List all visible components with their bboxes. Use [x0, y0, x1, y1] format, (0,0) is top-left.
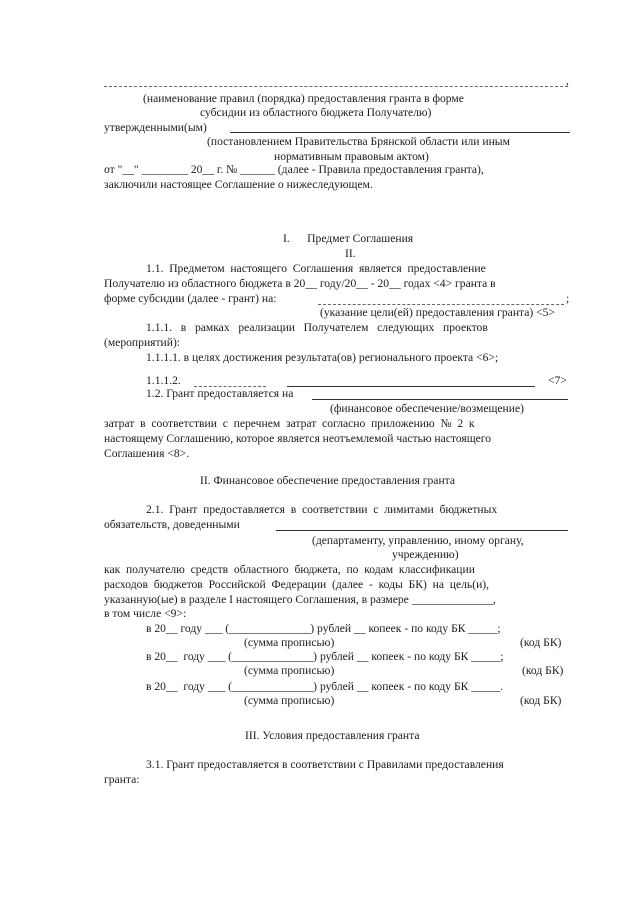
paragraph-line: указанную(ые) в разделе I настоящего Соглашения, в размере ______________,	[104, 593, 496, 606]
approved-label: утвержденными(ым)	[104, 121, 207, 134]
sum-hint: (сумма прописью)	[244, 664, 335, 677]
paragraph-line: 1.1.1.2.	[146, 374, 181, 387]
paragraph-line: Получателю из областного бюджета в 20__ году/20__ - 20__ годах <4> гранта в	[104, 277, 496, 290]
top-comma: ,	[566, 74, 569, 87]
authority-hint: (департаменту, управлению, иному органу,	[312, 534, 524, 547]
paragraph-line: в том числе <9>:	[104, 607, 187, 620]
year-row: в 20__ году ___ (______________) рублей __ копеек - по коду БК _____;	[146, 650, 504, 663]
paragraph-line: Соглашения <8>.	[104, 447, 190, 460]
naming-hint: (наименование правил (порядка) предоставления гранта в форме	[143, 92, 464, 105]
paragraph-line: (мероприятий):	[104, 336, 181, 349]
paragraph-line: затрат в соответствии с перечнем затрат согласно приложению № 2 к	[104, 417, 475, 430]
blank-line	[276, 530, 568, 531]
date-line: от "__" ________ 20__ г. № ______ (далее - Правила предоставления гранта),	[104, 163, 484, 176]
blank-line	[230, 132, 570, 133]
naming-hint: субсидии из областного бюджета Получателю)	[200, 106, 432, 119]
authority-hint: учреждению)	[392, 548, 459, 561]
paragraph-line: 1.1.1. в рамках реализации Получателем следующих проектов	[146, 321, 488, 334]
decree-hint: нормативным правовым актом)	[274, 150, 429, 163]
paragraph-line: 2.1. Грант предоставляется в соответствии с лимитами бюджетных	[146, 503, 498, 516]
paragraph-line: обязательств, доведенными	[104, 518, 240, 531]
blank-line	[318, 304, 564, 305]
section-title: I. Предмет Соглашения	[283, 232, 414, 245]
paragraph-line: форме субсидии (далее - грант) на:	[104, 292, 277, 305]
year-row: в 20__ году ___ (______________) рублей __ копеек - по коду БК _____;	[146, 622, 501, 635]
footnote-ref: <7>	[548, 374, 567, 387]
blank-line	[312, 399, 568, 400]
paragraph-line: как получателю средств областного бюджета, по кодам классификации	[104, 563, 475, 576]
paragraph-line: 3.1. Грант предоставляется в соответствии с Правилами предоставления	[146, 758, 504, 771]
blank-line	[104, 86, 568, 87]
paragraph-line: 1.2. Грант предоставляется на	[146, 387, 294, 400]
code-hint: (код БК)	[522, 664, 564, 677]
section-title: II. Финансовое обеспечение предоставления гранта	[200, 474, 456, 487]
concluded-text: заключили настоящее Соглашение о нижеследующем.	[104, 178, 373, 191]
section-subtitle: II.	[345, 247, 356, 260]
paragraph-line: расходов бюджетов Российской Федерации (далее - коды БК) на цель(и),	[104, 578, 490, 591]
sum-hint: (сумма прописью)	[244, 694, 335, 707]
code-hint: (код БК)	[520, 694, 562, 707]
code-hint: (код БК)	[520, 636, 562, 649]
purpose-hint: (указание цели(ей) предоставления гранта) <5>	[320, 306, 556, 319]
paragraph-line: настоящему Соглашению, которое является неотъемлемой частью настоящего	[104, 432, 492, 445]
blank-line	[287, 386, 535, 387]
paragraph-line: 1.1.1.1. в целях достижения результата(ов) регионального проекта <6>;	[146, 351, 499, 364]
paragraph-line: гранта:	[104, 773, 140, 786]
financing-hint: (финансовое обеспечение/возмещение)	[330, 402, 524, 415]
section-title: III. Условия предоставления гранта	[245, 729, 420, 742]
line-end: ;	[566, 292, 570, 305]
decree-hint: (постановлением Правительства Брянской области или иным	[207, 135, 510, 148]
sum-hint: (сумма прописью)	[244, 636, 335, 649]
paragraph-line: 1.1. Предметом настоящего Соглашения является предоставление	[146, 262, 486, 275]
year-row: в 20__ году ___ (______________) рублей __ копеек - по коду БК _____.	[146, 680, 504, 693]
